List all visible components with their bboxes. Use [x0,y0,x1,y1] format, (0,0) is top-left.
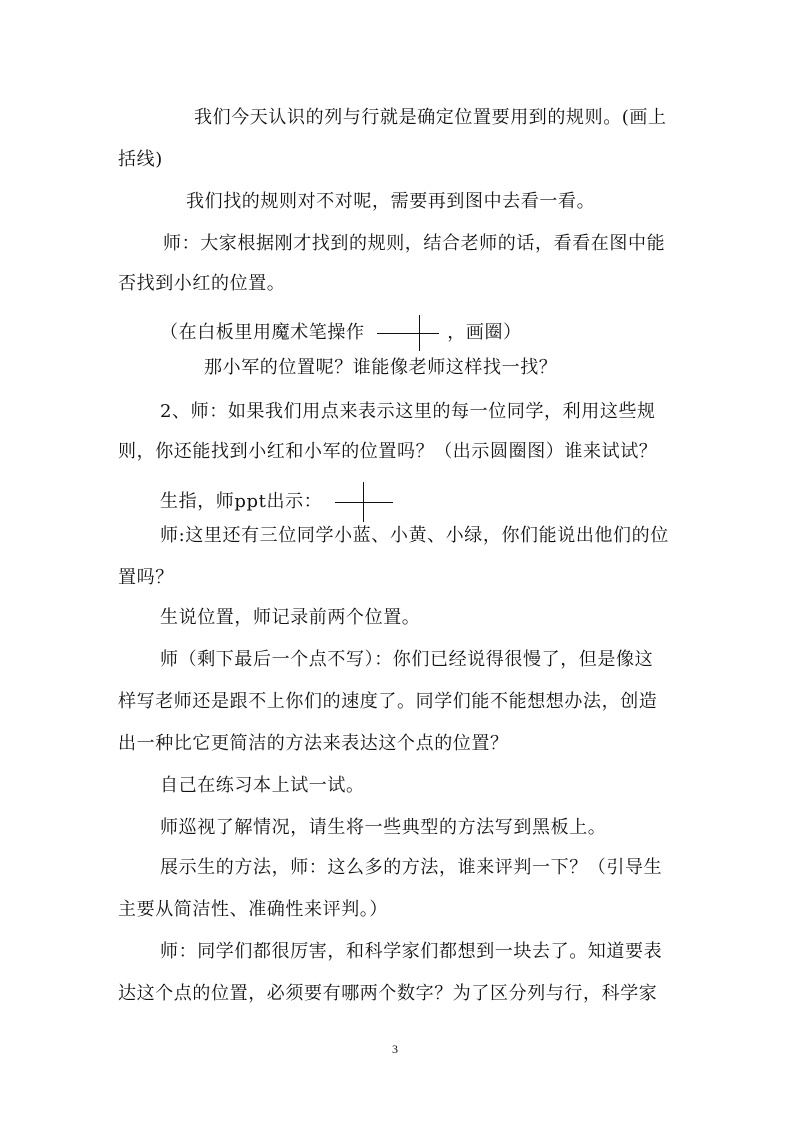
page-number: 3 [392,1042,398,1056]
paragraph-line: 自己在练习本上试一试。 [160,775,365,796]
paragraph-line: 括线) [118,149,163,170]
paragraph-line: 那小军的位置呢？谁能像老师这样找一找？ [204,357,558,378]
paragraph-line: 展示生的方法，师：这么多的方法，谁来评判一下？（引导生 [160,857,663,878]
paragraph-line: 主要从简洁性、准确性来评判。） [118,899,388,920]
paragraph-line-with-diagram [160,315,522,351]
cross-diagram [377,315,439,351]
paragraph-line: 则，你还能找到小红和小军的位置吗？（出示圆圈图）谁来试试？ [118,441,658,462]
paragraph-line: 我们今天认识的列与行就是确定位置要用到的规则。(画上 [194,107,667,128]
paragraph-line: 师：同学们都很厉害，和科学家们都想到一块去了。知道要表 [160,941,663,962]
paragraph-line: 我们找的规则对不对呢，需要再到图中去看一看。 [186,191,596,212]
paragraph-text: （在白板里用魔术笔操作 [160,322,365,343]
paragraph-line: 置吗？ [118,567,174,588]
paragraph-line: 生说位置，师记录前两个位置。 [160,607,421,628]
paragraph-line: 否找到小红的位置。 [118,273,286,294]
paragraph-line: 2、师：如果我们用点来表示这里的每一位同学，利用这些规 [160,401,656,422]
paragraph-line: 师（剩下最后一个点不写）：你们已经说得很慢了，但是像这 [160,649,654,670]
paragraph-text: 生指，师ppt出示： [160,491,323,512]
paragraph-line: 师巡视了解情况，请生将一些典型的方法写到黑板上。 [160,817,607,838]
paragraph-line: 达这个点的位置，必须要有哪两个数字？为了区分列与行，科学家 [118,983,658,1004]
paragraph-line-with-diagram [160,482,393,522]
paragraph-line: 师：大家根据刚才找到的规则，结合老师的话，看看在图中能 [163,233,666,254]
paragraph-line: 出一种比它更简洁的方法来表达这个点的位置？ [118,733,509,754]
paragraph-text: ，画圈） [447,322,522,343]
paragraph-line: 师:这里还有三位同学小蓝、小黄、小绿，你们能说出他们的位 [160,525,669,546]
paragraph-line: 样写老师还是跟不上你们的速度了。同学们能不能想想办法，创造 [118,691,658,712]
cross-diagram [335,482,393,522]
